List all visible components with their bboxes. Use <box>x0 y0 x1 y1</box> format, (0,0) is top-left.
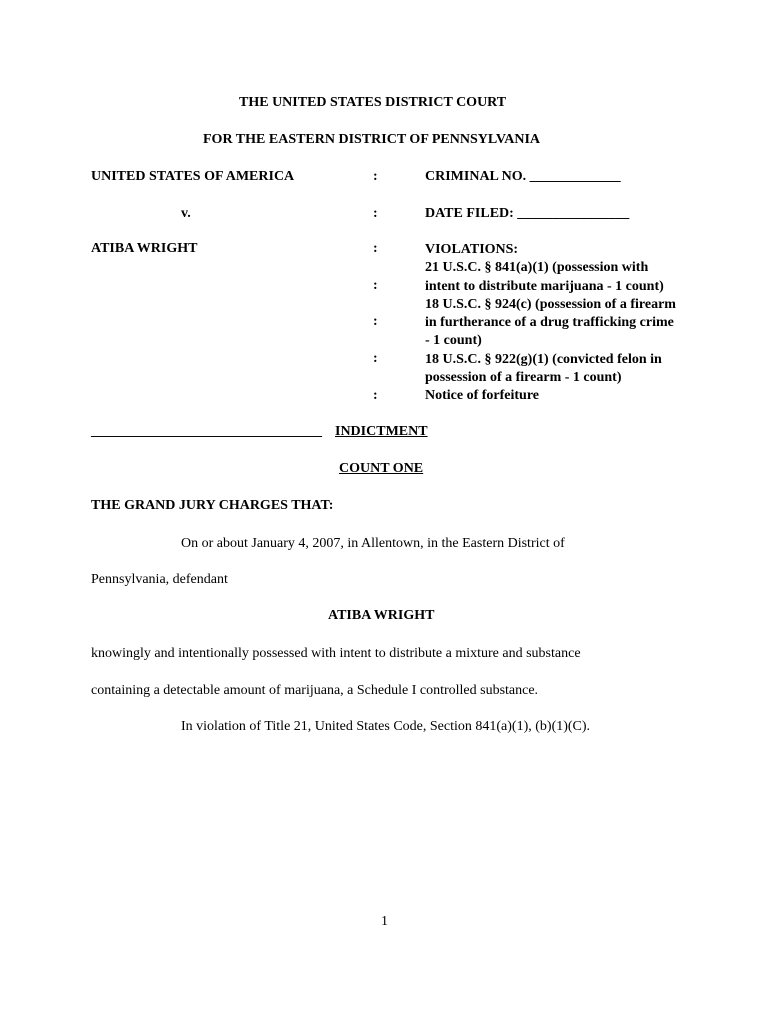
caption-rule-line: _________________________________ <box>91 424 322 439</box>
plaintiff-name: UNITED STATES OF AMERICA <box>91 169 295 184</box>
violations-title: VIOLATIONS: <box>425 242 519 257</box>
charges-heading: THE GRAND JURY CHARGES THAT: <box>91 498 334 513</box>
violation-line: 18 U.S.C. § 924(c) (possession of a firearm <box>425 296 676 312</box>
paragraph-line: Pennsylvania, defendant <box>91 572 228 587</box>
defendant-name-centered: ATIBA WRIGHT <box>328 608 435 623</box>
caption-colon: : <box>373 206 378 221</box>
violation-line: Notice of forfeiture <box>425 388 540 404</box>
indictment-title: INDICTMENT <box>335 424 428 439</box>
caption-colon: : <box>373 351 378 366</box>
date-filed: DATE FILED: ________________ <box>425 206 630 221</box>
criminal-number: CRIMINAL NO. _____________ <box>425 169 621 184</box>
paragraph-line: containing a detectable amount of marijuana, a Schedule I controlled substance. <box>91 683 539 698</box>
violation-line: - 1 count) <box>425 333 482 349</box>
caption-colon: : <box>373 314 378 329</box>
caption-colon: : <box>373 388 378 403</box>
caption-colon: : <box>373 169 378 184</box>
violation-line: intent to distribute marijuana - 1 count) <box>425 278 664 294</box>
versus-label: v. <box>181 206 191 221</box>
violations-block <box>425 241 676 406</box>
violation-line: in furtherance of a drug trafficking crime <box>425 315 674 331</box>
violation-statement: In violation of Title 21, United States Code, Section 841(a)(1), (b)(1)(C). <box>181 719 591 734</box>
violation-line: 21 U.S.C. § 841(a)(1) (possession with <box>425 260 649 276</box>
defendant-name: ATIBA WRIGHT <box>91 241 198 256</box>
paragraph-line: knowingly and intentionally possessed with intent to distribute a mixture and substance <box>91 646 581 661</box>
paragraph-line: On or about January 4, 2007, in Allentown, in the Eastern District of <box>181 536 565 551</box>
violation-line: possession of a firearm - 1 count) <box>425 370 622 386</box>
caption-colon: : <box>373 241 378 256</box>
caption-colon: : <box>373 278 378 293</box>
page-number: 1 <box>381 914 388 929</box>
court-district: FOR THE EASTERN DISTRICT OF PENNSYLVANIA <box>203 132 540 147</box>
violation-line: 18 U.S.C. § 922(g)(1) (convicted felon in <box>425 351 662 367</box>
court-title: THE UNITED STATES DISTRICT COURT <box>239 95 507 110</box>
count-title: COUNT ONE <box>339 461 424 476</box>
